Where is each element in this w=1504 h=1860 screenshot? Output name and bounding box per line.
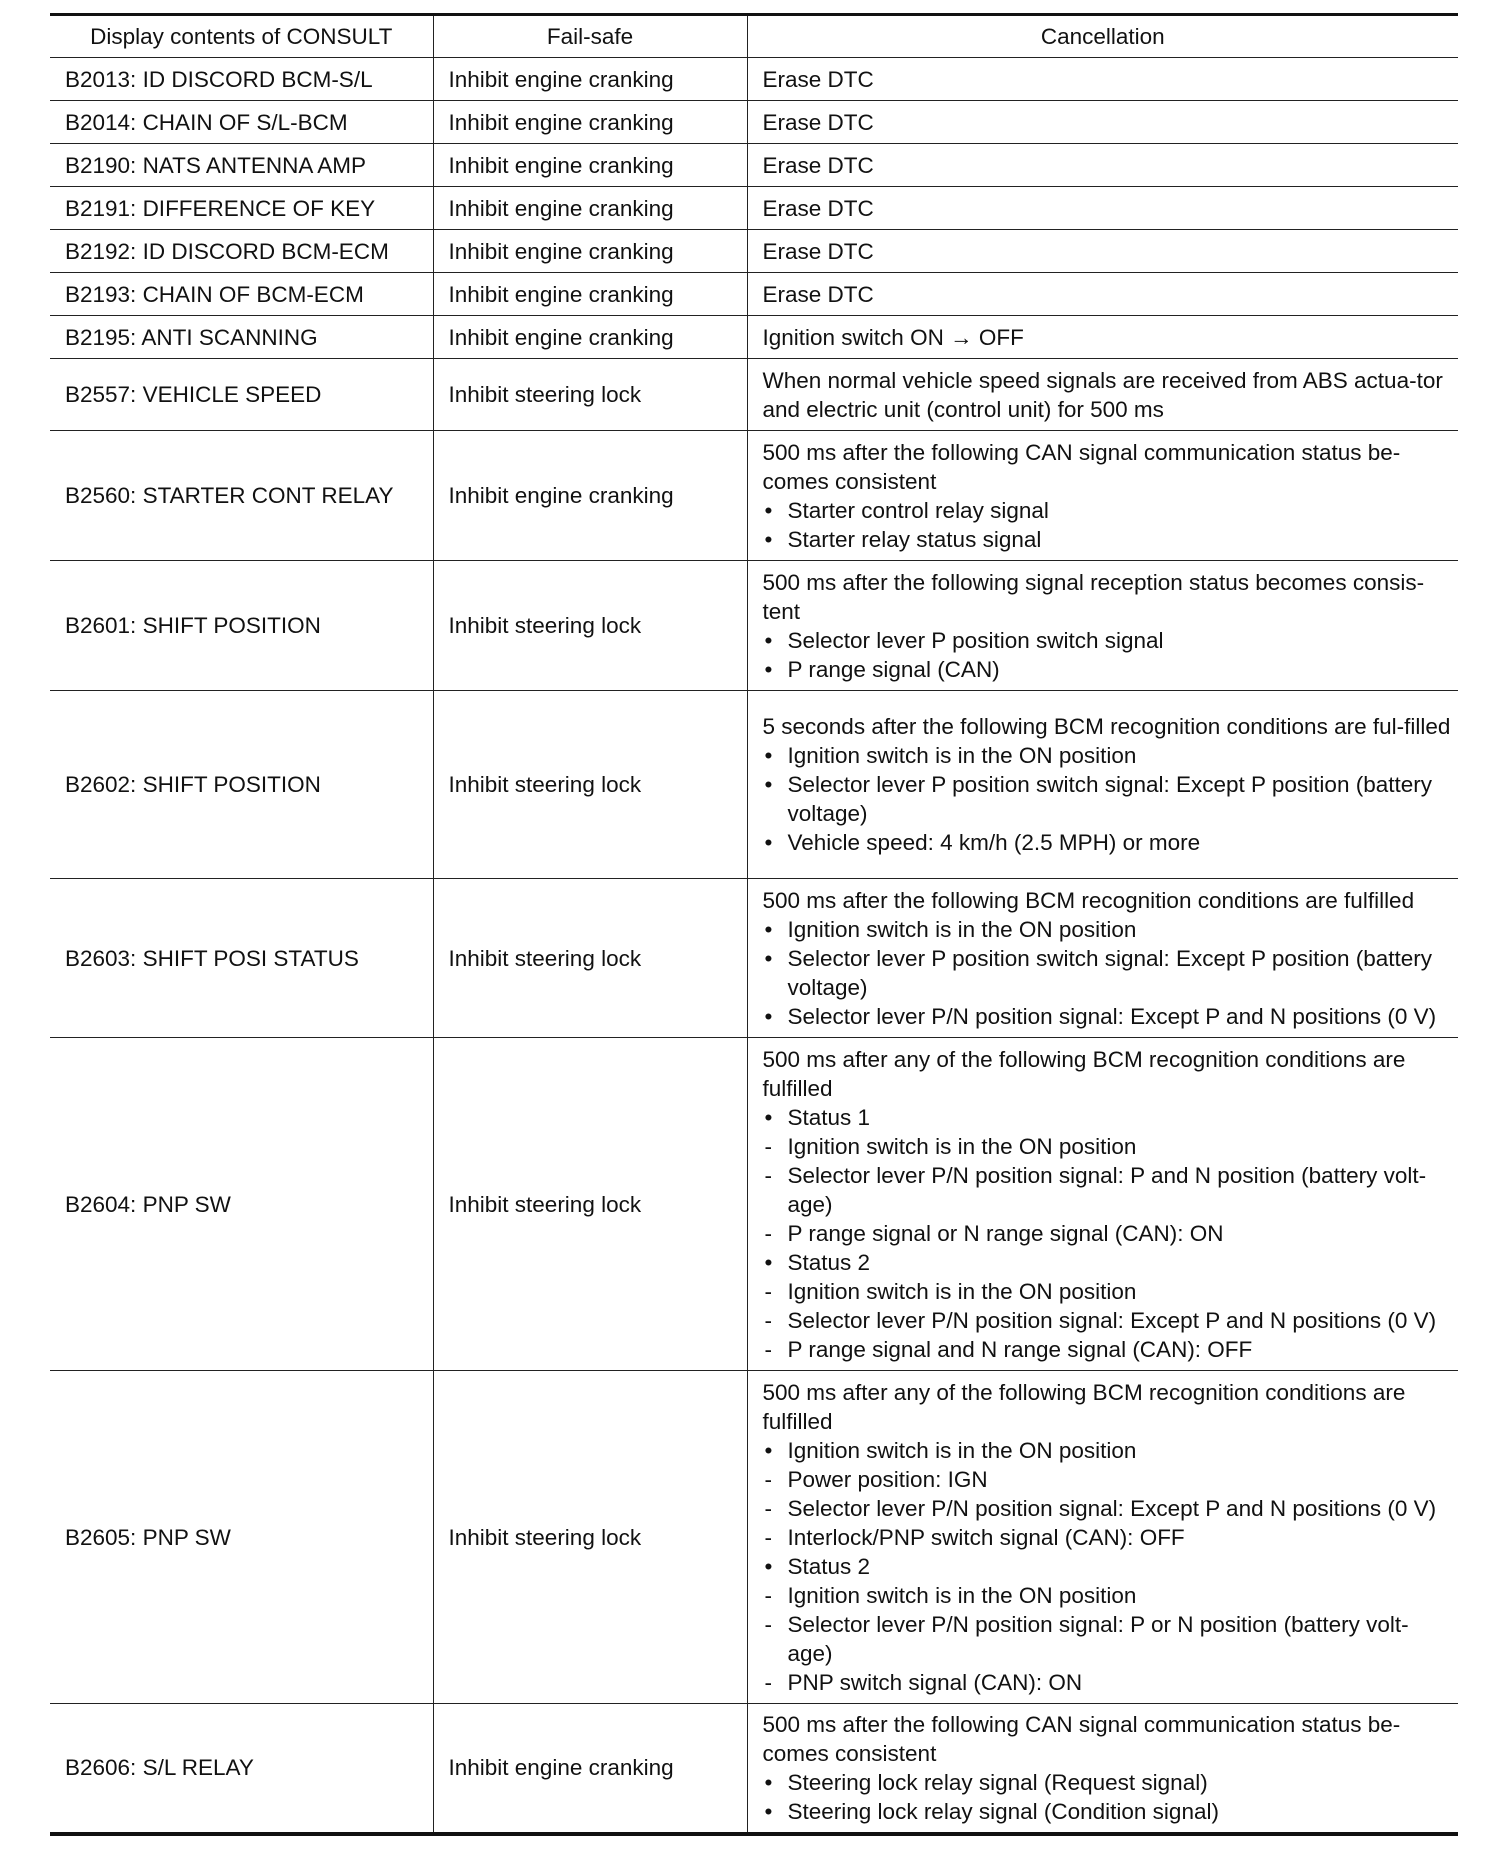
condition-text: Ignition switch is in the ON position <box>787 743 1137 768</box>
fail-safe-cell: Inhibit engine cranking <box>433 316 747 359</box>
display-contents-cell: B2192: ID DISCORD BCM-ECM <box>50 230 433 273</box>
cancellation-text: Erase DTC <box>762 152 874 178</box>
cancellation-cell <box>747 561 1458 691</box>
condition-item <box>763 770 1453 828</box>
cancellation-text: 500 ms after the following BCM recognition conditions are fulfilled <box>762 887 1415 913</box>
display-contents-cell: B2195: ANTI SCANNING <box>50 316 433 359</box>
condition-item <box>763 1581 1453 1610</box>
cancellation-cell <box>747 359 1458 431</box>
condition-item <box>763 1306 1453 1335</box>
condition-item <box>763 1248 1453 1277</box>
display-contents-cell: B2191: DIFFERENCE OF KEY <box>50 187 433 230</box>
condition-item <box>763 1002 1453 1031</box>
condition-text: Ignition switch is in the ON position <box>787 1437 1137 1463</box>
condition-item <box>763 1494 1453 1523</box>
display-contents-cell: B2601: SHIFT POSITION <box>50 561 433 691</box>
table-row <box>50 431 1458 561</box>
display-contents-cell: B2557: VEHICLE SPEED <box>50 359 433 431</box>
display-contents-cell: B2013: ID DISCORD BCM-S/L <box>50 58 433 101</box>
condition-item <box>763 1668 1453 1697</box>
table-row <box>50 144 1458 187</box>
condition-item <box>763 1797 1453 1826</box>
bullet-marker: • <box>764 1249 773 1275</box>
bullet-marker: • <box>764 526 773 552</box>
table-row <box>50 273 1458 316</box>
cancellation-text: 500 ms after any of the following BCM recognition conditions are fulfilled <box>762 1379 1406 1434</box>
table-row <box>50 230 1458 273</box>
condition-item <box>763 1277 1453 1306</box>
condition-text: Starter control relay signal <box>787 497 1049 523</box>
cancellation-cell <box>747 187 1458 230</box>
bullet-marker: • <box>764 945 773 971</box>
condition-list <box>763 1768 1453 1826</box>
bullet-marker: • <box>764 1798 773 1824</box>
condition-text: Status 2 <box>787 1553 871 1579</box>
condition-item <box>763 1103 1453 1132</box>
condition-item <box>763 1768 1453 1797</box>
fail-safe-cell: Inhibit engine cranking <box>433 1704 747 1834</box>
display-contents-cell: B2014: CHAIN OF S/L-BCM <box>50 101 433 144</box>
condition-item <box>763 525 1453 554</box>
dash-marker: - <box>764 1611 772 1637</box>
dash-marker: - <box>764 1524 772 1550</box>
dash-marker: - <box>764 1220 772 1246</box>
bullet-marker: • <box>764 656 773 682</box>
condition-item <box>763 1436 1453 1465</box>
fail-safe-cell: Inhibit steering lock <box>433 691 747 879</box>
bullet-marker: • <box>764 1003 773 1029</box>
cancellation-text: Erase DTC <box>762 238 874 264</box>
bullet-marker: • <box>764 743 773 768</box>
condition-item <box>763 915 1453 944</box>
condition-text: Selector lever P position switch signal <box>787 627 1164 653</box>
display-contents-cell: B2560: STARTER CONT RELAY <box>50 431 433 561</box>
cancellation-cell <box>747 1371 1458 1704</box>
table-row <box>50 879 1458 1038</box>
cancellation-text: Erase DTC <box>762 66 874 92</box>
condition-text: Selector lever P/N position signal: P and N position (battery volt-age) <box>787 1162 1427 1217</box>
cancellation-cell <box>747 1704 1458 1834</box>
dash-marker: - <box>764 1278 772 1304</box>
condition-item <box>763 1335 1453 1364</box>
condition-item <box>763 496 1453 525</box>
condition-text: Selector lever P/N position signal: P or N position (battery volt-age) <box>787 1611 1409 1666</box>
table-body <box>50 58 1458 1834</box>
cancellation-cell <box>747 1038 1458 1371</box>
cancellation-cell <box>747 144 1458 187</box>
bullet-marker: • <box>764 1769 773 1795</box>
cancellation-text: 500 ms after any of the following BCM recognition conditions are fulfilled <box>762 1046 1406 1101</box>
condition-item <box>763 1552 1453 1581</box>
table-row <box>50 691 1458 879</box>
condition-item <box>763 1465 1453 1494</box>
bullet-marker: • <box>764 497 773 523</box>
cancellation-text: Erase DTC <box>762 195 874 221</box>
dash-marker: - <box>764 1162 772 1188</box>
header-display-contents: Display contents of CONSULT <box>50 15 433 58</box>
display-contents-cell: B2602: SHIFT POSITION <box>50 691 433 879</box>
bullet-marker: • <box>764 627 773 653</box>
dash-marker: - <box>764 1336 772 1362</box>
header-cancellation: Cancellation <box>747 15 1458 58</box>
condition-list <box>763 915 1453 1031</box>
bullet-marker: • <box>764 830 773 855</box>
bullet-marker: • <box>764 916 773 942</box>
cancellation-text: 500 ms after the following CAN signal communication status be-comes consistent <box>762 439 1401 494</box>
bullet-marker: • <box>764 1553 773 1579</box>
condition-list <box>763 1436 1453 1697</box>
fail-safe-cell: Inhibit engine cranking <box>433 144 747 187</box>
condition-text: Selector lever P position switch signal: Except P position (battery voltage) <box>787 772 1432 826</box>
fail-safe-cell: Inhibit engine cranking <box>433 58 747 101</box>
condition-list <box>763 496 1453 554</box>
display-contents-cell: B2193: CHAIN OF BCM-ECM <box>50 273 433 316</box>
condition-item <box>763 828 1453 857</box>
cancellation-cell <box>747 431 1458 561</box>
dash-marker: - <box>764 1495 772 1521</box>
display-contents-cell: B2606: S/L RELAY <box>50 1704 433 1834</box>
condition-text: Status 1 <box>787 1104 871 1130</box>
cancellation-text: When normal vehicle speed signals are received from ABS actua-tor and electric unit (control unit) for 500 ms <box>762 367 1443 422</box>
fail-safe-cell: Inhibit steering lock <box>433 879 747 1038</box>
table-row <box>50 1038 1458 1371</box>
cancellation-text: 500 ms after the following CAN signal communication status be-comes consistent <box>762 1711 1401 1766</box>
table-header-row <box>50 15 1458 58</box>
table-row <box>50 58 1458 101</box>
cancellation-text: 500 ms after the following signal reception status becomes consis-tent <box>762 569 1425 624</box>
condition-item <box>763 741 1453 770</box>
display-contents-cell: B2190: NATS ANTENNA AMP <box>50 144 433 187</box>
cancellation-cell <box>747 316 1458 359</box>
bullet-marker: • <box>764 772 773 797</box>
fail-safe-cell: Inhibit steering lock <box>433 561 747 691</box>
table-row <box>50 187 1458 230</box>
table-row <box>50 101 1458 144</box>
fail-safe-cell: Inhibit steering lock <box>433 359 747 431</box>
cancellation-cell <box>747 58 1458 101</box>
condition-text: Status 2 <box>787 1249 871 1275</box>
table-row <box>50 1371 1458 1704</box>
fail-safe-cell: Inhibit steering lock <box>433 1038 747 1371</box>
dash-marker: - <box>764 1466 772 1492</box>
condition-item <box>763 1132 1453 1161</box>
condition-list <box>763 741 1453 857</box>
condition-text: P range signal and N range signal (CAN): OFF <box>787 1336 1253 1362</box>
cancellation-cell <box>747 691 1458 879</box>
fail-safe-cell: Inhibit engine cranking <box>433 187 747 230</box>
fail-safe-cell: Inhibit engine cranking <box>433 230 747 273</box>
cancellation-cell <box>747 273 1458 316</box>
cancellation-text: Erase DTC <box>762 109 874 135</box>
condition-list <box>763 1103 1453 1364</box>
table-row <box>50 359 1458 431</box>
condition-text: PNP switch signal (CAN): ON <box>787 1669 1083 1695</box>
document-page <box>50 13 1458 1836</box>
condition-text: Steering lock relay signal (Request signal) <box>787 1769 1208 1795</box>
condition-text: P range signal (CAN) <box>787 656 1000 682</box>
condition-text: Ignition switch is in the ON position <box>787 916 1137 942</box>
condition-item <box>763 1523 1453 1552</box>
condition-item <box>763 626 1453 655</box>
dash-marker: - <box>764 1582 772 1608</box>
bullet-marker: • <box>764 1104 773 1130</box>
condition-text: Selector lever P/N position signal: Except P and N positions (0 V) <box>787 1495 1437 1521</box>
condition-text: Selector lever P/N position signal: Except P and N positions (0 V) <box>787 1307 1437 1333</box>
display-contents-cell: B2603: SHIFT POSI STATUS <box>50 879 433 1038</box>
condition-item <box>763 944 1453 1002</box>
table-row <box>50 561 1458 691</box>
condition-item <box>763 655 1453 684</box>
cancellation-text: Ignition switch ON → OFF <box>762 324 1024 350</box>
table-row <box>50 1704 1458 1834</box>
table-row <box>50 316 1458 359</box>
display-contents-cell: B2605: PNP SW <box>50 1371 433 1704</box>
condition-text: Interlock/PNP switch signal (CAN): OFF <box>787 1524 1185 1550</box>
fail-safe-cell: Inhibit engine cranking <box>433 431 747 561</box>
cancellation-text: Erase DTC <box>762 281 874 307</box>
dash-marker: - <box>764 1307 772 1333</box>
condition-text: Ignition switch is in the ON position <box>787 1133 1137 1159</box>
condition-item <box>763 1161 1453 1219</box>
dtc-failsafe-table <box>50 13 1458 1836</box>
cancellation-text: 5 seconds after the following BCM recognition conditions are ful-filled <box>762 714 1451 739</box>
condition-item <box>763 1219 1453 1248</box>
dash-marker: - <box>764 1669 772 1695</box>
condition-text: Selector lever P/N position signal: Except P and N positions (0 V) <box>787 1003 1437 1029</box>
cancellation-cell <box>747 879 1458 1038</box>
condition-text: Starter relay status signal <box>787 526 1042 552</box>
condition-text: Power position: IGN <box>787 1466 988 1492</box>
fail-safe-cell: Inhibit engine cranking <box>433 273 747 316</box>
condition-text: Selector lever P position switch signal: Except P position (battery voltage) <box>787 945 1432 1000</box>
condition-text: Ignition switch is in the ON position <box>787 1278 1137 1304</box>
fail-safe-cell: Inhibit engine cranking <box>433 101 747 144</box>
condition-text: Vehicle speed: 4 km/h (2.5 MPH) or more <box>787 830 1201 855</box>
cancellation-cell <box>747 230 1458 273</box>
header-fail-safe: Fail-safe <box>433 15 747 58</box>
dash-marker: - <box>764 1133 772 1159</box>
display-contents-cell: B2604: PNP SW <box>50 1038 433 1371</box>
condition-text: P range signal or N range signal (CAN): ON <box>787 1220 1224 1246</box>
condition-list <box>763 626 1453 684</box>
bullet-marker: • <box>764 1437 773 1463</box>
condition-text: Ignition switch is in the ON position <box>787 1582 1137 1608</box>
cancellation-cell <box>747 101 1458 144</box>
fail-safe-cell: Inhibit steering lock <box>433 1371 747 1704</box>
condition-item <box>763 1610 1453 1668</box>
condition-text: Steering lock relay signal (Condition signal) <box>787 1798 1219 1824</box>
